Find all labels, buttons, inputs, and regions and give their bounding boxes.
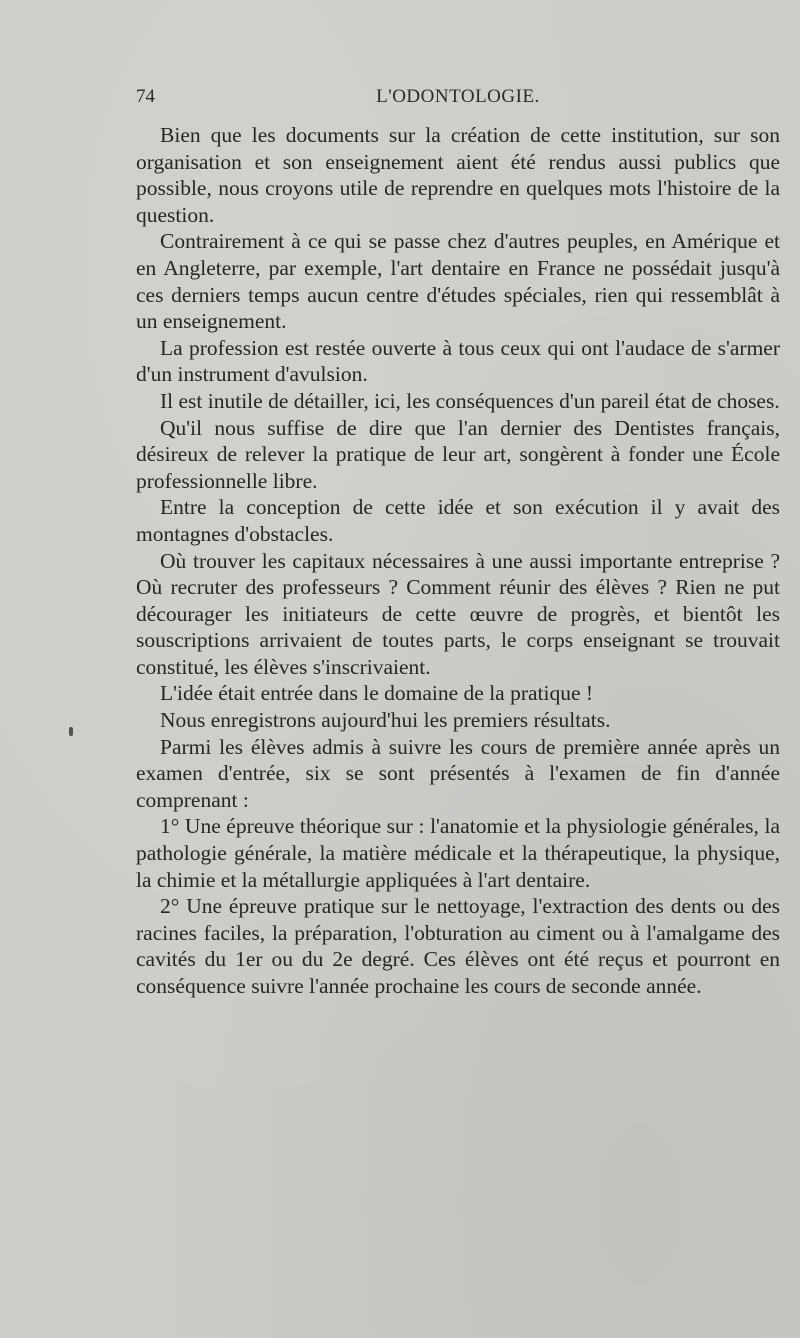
- page-header: [136, 86, 780, 116]
- ink-speck: [69, 727, 73, 736]
- paragraph-5: Qu'il nous suffise de dire que l'an dernier des Dentistes français, désireux de relever la pratique de leur art, songèrent à fonder une École professionnelle libre.: [136, 415, 780, 493]
- paragraph-9: Nous enregistrons aujourd'hui les premiers résultats.: [160, 708, 611, 733]
- paragraph-10: Parmi les élèves admis à suivre les cours de première année après un examen d'entrée, six se sont présentés à l'examen de fin d'année comprenant :: [136, 734, 780, 812]
- paragraph-11: 1° Une épreuve théorique sur : l'anatomie et la physiologie générales, la pathologie générale, la matière médicale et la thérapeutique, la physique, la chimie et la métallurgie appliquées à l'art dentaire.: [136, 814, 780, 892]
- paragraph-7: Où trouver les capitaux nécessaires à une aussi importante entreprise ? Où recruter des professeurs ? Comment réunir des élèves ? Rien ne put décourager les initiateurs de cette œuvre de progrès, et bientôt les souscriptions arrivaient de toutes parts, le corps enseignant se trouvait constitué, les élèves s'inscrivaient.: [136, 548, 780, 679]
- paragraph-1: Bien que les documents sur la création de cette institution, sur son organisation et son enseignement aient été rendus aussi publics que possible, nous croyons utile de reprendre en quelques mots l'histoire de la question.: [136, 123, 780, 227]
- paragraph-6: Entre la conception de cette idée et son exécution il y avait des montagnes d'obstacles.: [136, 495, 780, 546]
- page-number: 74: [136, 86, 155, 107]
- paragraph-2: Contrairement à ce qui se passe chez d'autres peuples, en Amérique et en Angleterre, par exemple, l'art dentaire en France ne possédait jusqu'à ces derniers temps aucun centre d'études spéciales, rien qui ressemblât à un enseignement.: [136, 229, 780, 334]
- body-text: [136, 122, 780, 1000]
- paragraph-4: Il est inutile de détailler, ici, les conséquences d'un pareil état de choses.: [160, 388, 780, 413]
- running-title: L'ODONTOLOGIE.: [376, 86, 540, 107]
- paragraph-3: La profession est restée ouverte à tous ceux qui ont l'audace de s'armer d'un instrument d'avulsion.: [136, 335, 780, 387]
- paragraph-8: L'idée était entrée dans le domaine de la pratique !: [160, 681, 594, 706]
- paragraph-12: 2° Une épreuve pratique sur le nettoyage, l'extraction des dents ou des racines faciles, la préparation, l'obturation au ciment ou à l'amalgame des cavités du 1er ou du 2e degré. Ces élèves ont été reçus et pourront en conséquence suivre l'année prochaine les cours de seconde année.: [136, 894, 780, 998]
